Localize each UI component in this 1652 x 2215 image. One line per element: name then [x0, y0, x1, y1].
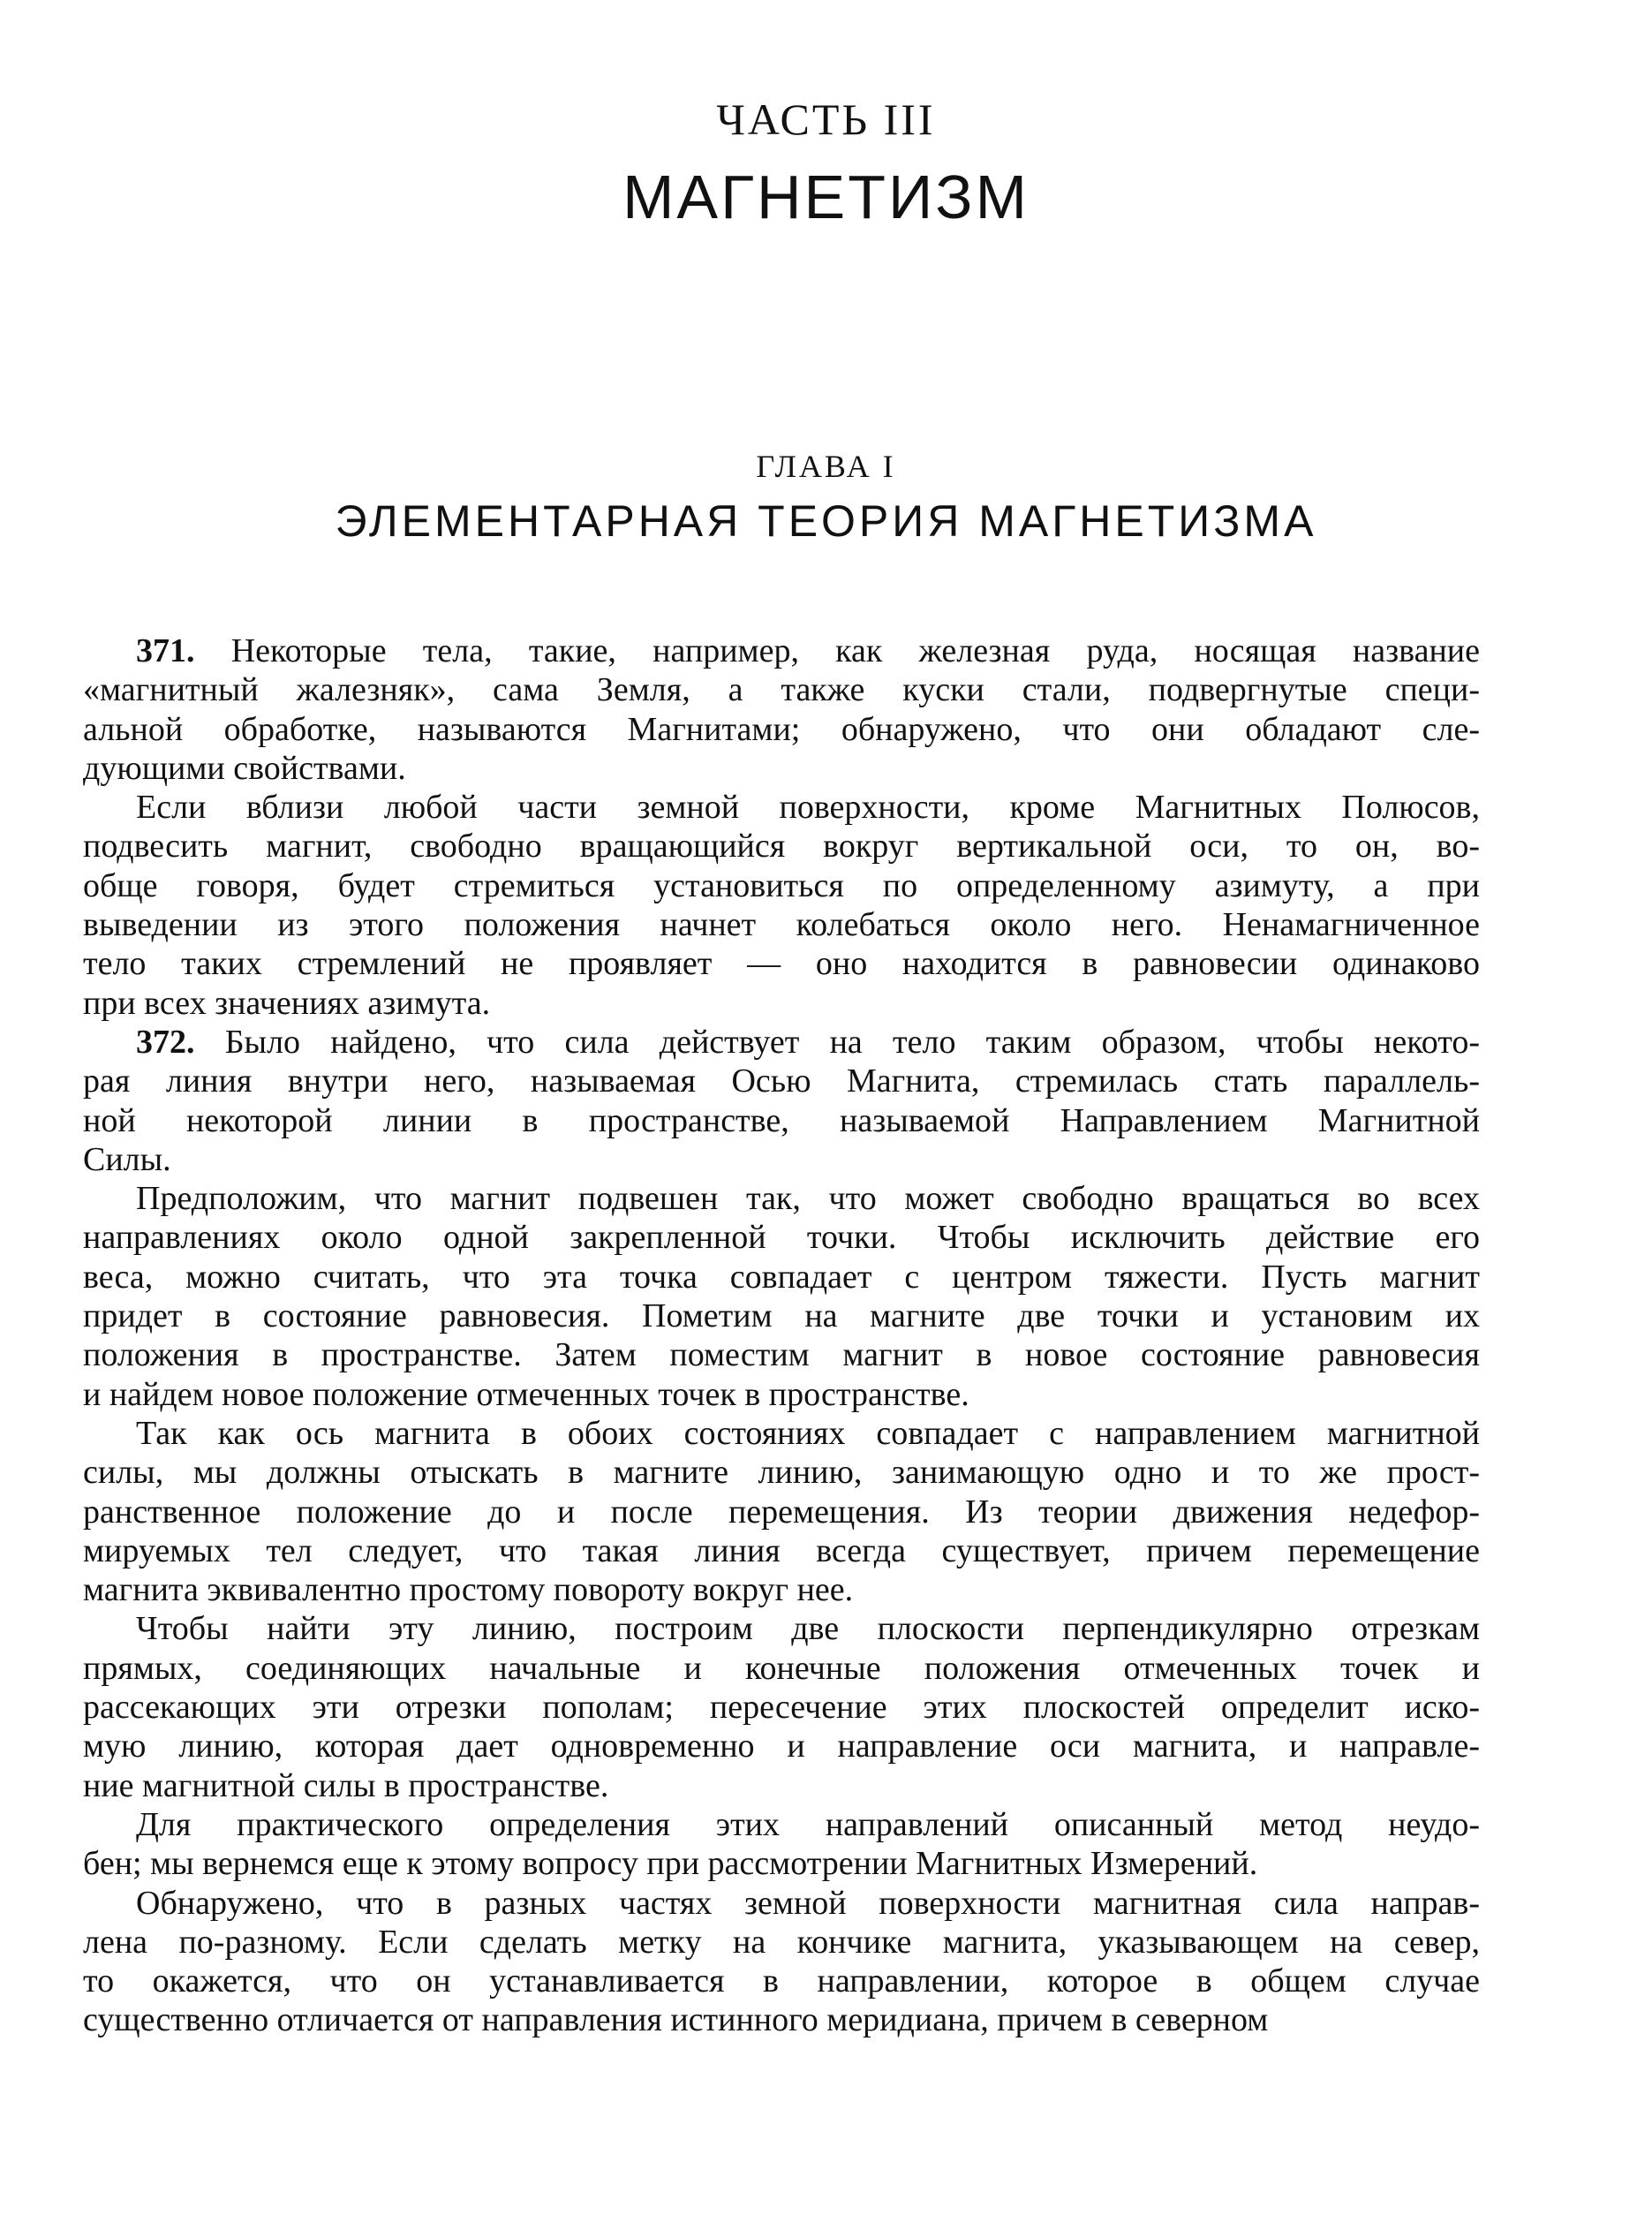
line-text: альной обработке, называются Магнитами; обнаружено, что они обладают сле-	[83, 710, 1480, 748]
line-text: Обнаружено, что в разных частях земной поверхности магнитная сила направ-	[136, 1884, 1480, 1922]
text-line	[83, 1335, 1480, 1374]
text-line	[83, 749, 1480, 788]
line-text: веса, можно считать, что эта точка совпадает с центром тяжести. Пусть магнит	[83, 1258, 1480, 1296]
text-line	[83, 1023, 1480, 1062]
line-text: при всех значениях азимута.	[83, 984, 491, 1022]
text-line	[83, 1688, 1480, 1727]
chapter-title: ЭЛЕМЕНТАРНАЯ ТЕОРИЯ МАГНЕТИЗМА	[335, 496, 1317, 546]
text-line	[83, 905, 1480, 944]
line-text: ранственное положение до и после перемещения. Из теории движения недефор-	[83, 1493, 1480, 1531]
line-text: «магнитный жалезняк», сама Земля, а также куски стали, подвергнутые специ-	[83, 671, 1480, 709]
line-text: то окажется, что он устанавливается в направлении, которое в общем случае	[83, 1962, 1480, 2000]
text-line	[83, 1453, 1480, 1492]
line-text: лена по-разному. Если сделать метку на кончике магнита, указывающем на север,	[83, 1923, 1480, 1961]
line-text: магнита эквивалентно простому повороту вокруг нее.	[83, 1571, 854, 1609]
text-line	[83, 1375, 1480, 1414]
text-line	[83, 1062, 1480, 1100]
paragraph-number: 371.	[136, 632, 195, 669]
line-text: дующими свойствами.	[83, 749, 406, 787]
text-line	[83, 1766, 1480, 1805]
line-text: рассекающих эти отрезки пополам; пересечение этих плоскостей определит иско-	[83, 1689, 1480, 1727]
text-line	[83, 1844, 1480, 1883]
line-text: мую линию, которая дает одновременно и направление оси магнита, и направле-	[83, 1727, 1480, 1765]
text-line	[83, 1218, 1480, 1257]
line-text: бен; мы вернемся еще к этому вопросу при рассмотрении Магнитных Измерений.	[83, 1845, 1258, 1883]
line-text: ние магнитной силы в пространстве.	[83, 1766, 609, 1804]
line-text: Для практического определения этих направлений описанный метод неудо-	[136, 1805, 1480, 1843]
text-line	[83, 788, 1480, 827]
text-line	[83, 827, 1480, 866]
text-line	[83, 2000, 1480, 2039]
text-line	[83, 1414, 1480, 1453]
text-line	[83, 1493, 1480, 1531]
line-text: Чтобы найти эту линию, построим две плоскости перпендикулярно отрезкам	[136, 1610, 1480, 1648]
body-text	[83, 631, 1480, 2040]
text-line	[83, 1140, 1480, 1179]
paragraph-number: 372.	[136, 1023, 195, 1061]
part-label: ЧАСТЬ III	[716, 94, 936, 144]
line-text: прямых, соединяющих начальные и конечные положения отмеченных точек и	[83, 1649, 1480, 1687]
text-line	[83, 1923, 1480, 1962]
text-line	[83, 1570, 1480, 1609]
line-text: и найдем новое положение отмеченных точек в пространстве.	[83, 1375, 969, 1413]
text-line	[83, 866, 1480, 905]
text-line	[83, 1296, 1480, 1335]
line-text: Некоторые тела, такие, например, как железная руда, носящая название	[194, 632, 1480, 669]
line-text: Так как ось магнита в обоих состояниях совпадает с направлением магнитной	[136, 1414, 1480, 1452]
line-text: ной некоторой линии в пространстве, называемой Направлением Магнитной	[83, 1101, 1480, 1139]
line-text: обще говоря, будет стремиться установиться по определенному азимуту, а при	[83, 866, 1480, 904]
text-line	[83, 631, 1480, 670]
line-text: Если вблизи любой части земной поверхности, кроме Магнитных Полюсов,	[136, 789, 1480, 827]
text-line	[83, 1884, 1480, 1923]
line-text: подвесить магнит, свободно вращающийся вокруг вертикальной оси, то он, во-	[83, 828, 1480, 866]
text-line	[83, 670, 1480, 709]
text-line	[83, 1962, 1480, 2000]
text-line	[83, 1179, 1480, 1218]
line-text: положения в пространстве. Затем поместим магнит в новое состояние равновесия	[83, 1336, 1480, 1374]
line-text: силы, мы должны отыскать в магните линию, занимающую одно и то же прост-	[83, 1454, 1480, 1492]
line-text: направлениях около одной закрепленной точки. Чтобы исключить действие его	[83, 1219, 1480, 1257]
line-text: тело таких стремлений не проявляет — оно находится в равновесии одинаково	[83, 945, 1480, 983]
text-line	[83, 1805, 1480, 1844]
line-text: выведении из этого положения начнет колебаться около него. Ненамагниченное	[83, 906, 1480, 944]
text-line	[83, 944, 1480, 983]
line-text: мируемых тел следует, что такая линия всегда существует, причем перемещение	[83, 1531, 1480, 1569]
text-line	[83, 710, 1480, 749]
chapter-label: ГЛАВА I	[756, 449, 896, 484]
text-line	[83, 1649, 1480, 1688]
text-line	[83, 1101, 1480, 1140]
text-line	[83, 1609, 1480, 1648]
text-line	[83, 1531, 1480, 1570]
line-text: рая линия внутри него, называемая Осью Магнита, стремилась стать параллель-	[83, 1062, 1480, 1100]
part-title: МАГНЕТИЗМ	[622, 163, 1030, 231]
text-line	[83, 1727, 1480, 1765]
line-text: придет в состояние равновесия. Пометим на магните две точки и установим их	[83, 1297, 1480, 1335]
line-text: Предположим, что магнит подвешен так, что может свободно вращаться во всех	[136, 1180, 1480, 1218]
line-text: Силы.	[83, 1140, 171, 1178]
text-line	[83, 1258, 1480, 1296]
line-text: Было найдено, что сила действует на тело таким образом, чтобы некото-	[194, 1023, 1480, 1061]
line-text: существенно отличается от направления истинного меридиана, причем в северном	[83, 2001, 1269, 2039]
text-line	[83, 984, 1480, 1023]
